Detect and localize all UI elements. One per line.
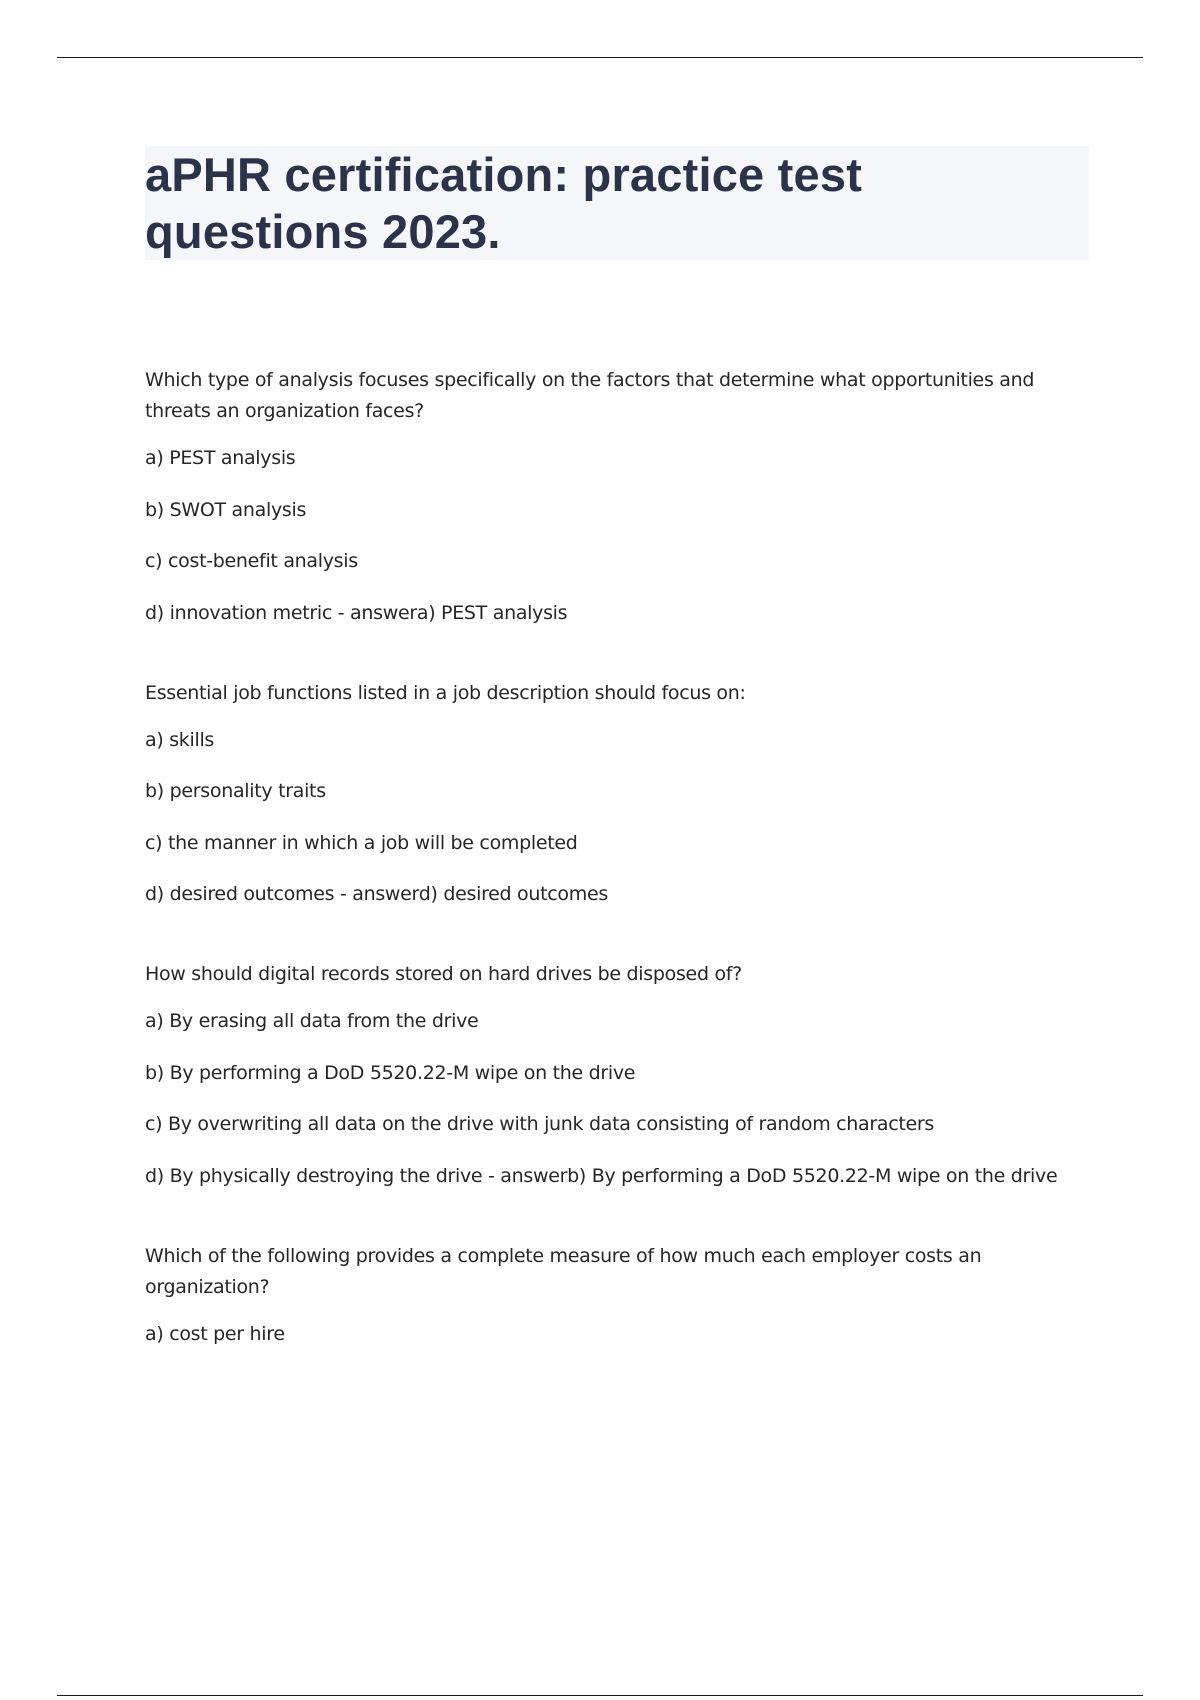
option-a: a) skills: [145, 728, 215, 751]
document-body: [145, 146, 1089, 1399]
option-list: [145, 443, 1089, 628]
option-a: a) cost per hire: [145, 1322, 285, 1345]
question-text: Essential job functions listed in a job description should focus on:: [145, 681, 746, 704]
option-d-with-answer: d) By physically destroying the drive - answerb) By performing a DoD 5520.22-M wipe on the drive: [145, 1164, 1058, 1187]
option-a: a) PEST analysis: [145, 447, 296, 469]
option-c: c) cost-benefit analysis: [145, 550, 358, 572]
question-list: [145, 365, 1089, 1349]
question-1: [145, 365, 1089, 628]
option-list: [145, 1006, 1089, 1191]
option-b: b) By performing a DoD 5520.22-M wipe on the drive: [145, 1061, 636, 1084]
footer-rule: [57, 1695, 1143, 1696]
question-text: How should digital records stored on hard drives be disposed of?: [145, 963, 742, 985]
question-3: [145, 959, 1089, 1191]
option-b: b) SWOT analysis: [145, 498, 307, 521]
question-2: [145, 678, 1089, 910]
question-4: [145, 1241, 1089, 1349]
question-text: Which type of analysis focuses specifically on the factors that determine what opportunities and threats an organization faces?: [145, 369, 1035, 422]
option-c: c) the manner in which a job will be completed: [145, 831, 578, 854]
option-d-with-answer: d) innovation metric - answera) PEST analysis: [145, 601, 568, 624]
option-c: c) By overwriting all data on the drive with junk data consisting of random characters: [145, 1113, 935, 1135]
document-title: aPHR certification: practice test questions 2023.: [145, 148, 863, 258]
header-rule: [57, 57, 1143, 58]
question-text: Which of the following provides a complete measure of how much each employer costs an organization?: [145, 1244, 982, 1298]
option-a: a) By erasing all data from the drive: [145, 1010, 479, 1032]
option-list: [145, 725, 1089, 910]
option-d-with-answer: d) desired outcomes - answerd) desired outcomes: [145, 883, 608, 905]
title-block: [145, 146, 1089, 260]
option-b: b) personality traits: [145, 780, 326, 802]
option-list: [145, 1319, 1089, 1349]
